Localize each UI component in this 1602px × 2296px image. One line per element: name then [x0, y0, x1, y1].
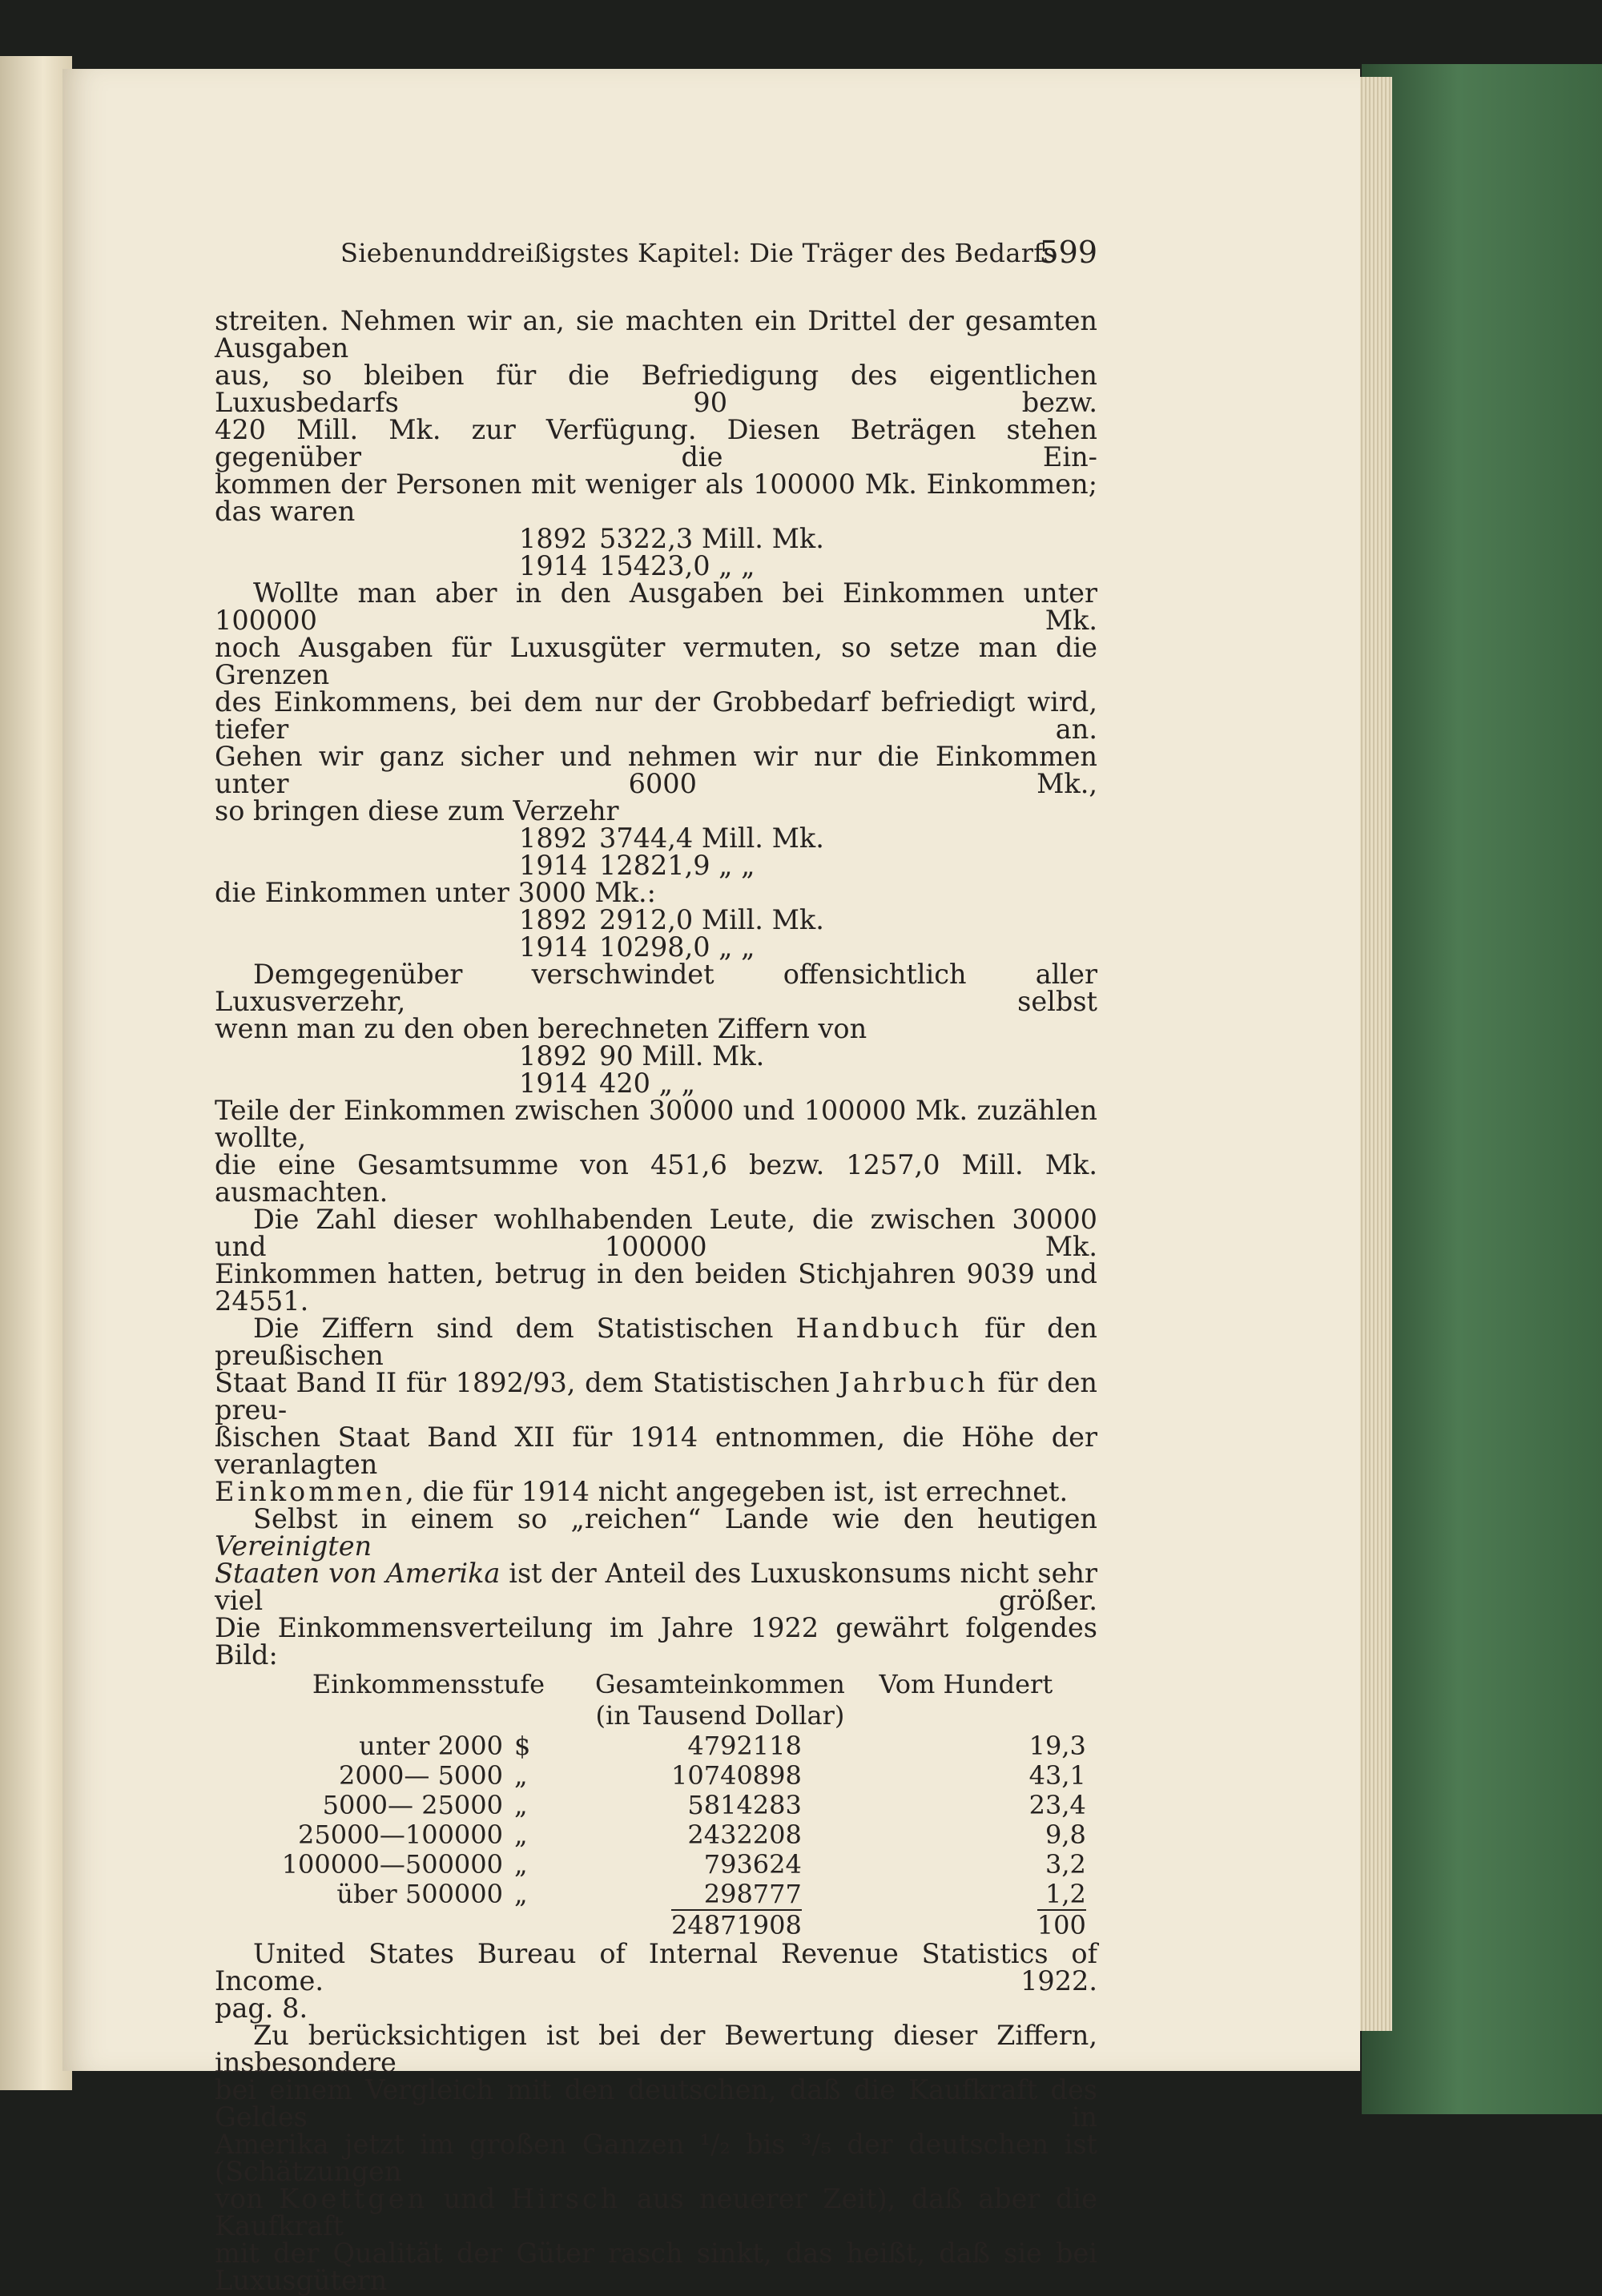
total-income: 5814283	[687, 1790, 802, 1820]
text-line: Die Zahl dieser wohlhabenden Leute, die zwischen 30000 und 100000 Mk.	[215, 1204, 1097, 1262]
text-run: für den preu-	[215, 1367, 1097, 1425]
text-line: 420 Mill. Mk. zur Verfügung. Diesen Beträgen stehen gegenüber die Ein-	[215, 414, 1097, 472]
figure-year: 1892	[519, 904, 588, 935]
total-income: 10740898	[671, 1760, 802, 1791]
currency-unit: „	[514, 1879, 528, 1909]
percent: 3,2	[1045, 1849, 1086, 1880]
text-line: kommen der Personen mit weniger als 100000 Mk. Einkommen; das waren	[215, 468, 1097, 527]
income-range: 2000— 5000	[338, 1760, 503, 1791]
running-header	[340, 235, 1097, 278]
table-header-row	[263, 1669, 1086, 1700]
text-run: Staat Band II für 1892/93, dem Statistischen	[215, 1367, 839, 1398]
total-income-sum: 24871908	[671, 1910, 802, 1940]
table-row	[263, 1731, 1086, 1761]
figure-value: 10298,0 „ „	[599, 931, 755, 963]
figures-block	[519, 822, 1097, 881]
text-run: aus neuerer Zeit), daß aber die Kaufkraft	[215, 2183, 1097, 2242]
figure-value: 3744,4 Mill. Mk.	[599, 822, 824, 854]
total-income: 298777	[703, 1879, 802, 1909]
text-line: Zu berücksichtigen ist bei der Bewertung dieser Ziffern, insbesondere	[215, 2020, 1097, 2078]
income-range: 25000—100000	[298, 1820, 503, 1850]
income-table	[263, 1669, 1086, 1940]
text-line: Teile der Einkommen zwischen 30000 und 100000 Mk. zuzählen wollte,	[215, 1095, 1097, 1153]
col-header-percent: Vom Hundert	[879, 1669, 1053, 1699]
text-line: so bringen diese zum Verzehr	[215, 795, 619, 826]
table-row	[263, 1761, 1086, 1791]
col-header-total-income: Gesamteinkommen	[595, 1669, 845, 1699]
text-run: ist der Anteil des Luxuskonsums nicht sehr viel größer.	[215, 1558, 1097, 1616]
spaced-term: Handbuch	[795, 1313, 963, 1344]
figure-year: 1892	[519, 822, 588, 854]
percent: 1,2	[1045, 1879, 1086, 1909]
income-range: 5000— 25000	[322, 1790, 503, 1820]
percent: 43,1	[1028, 1760, 1086, 1791]
italic-term: Staaten von Amerika	[215, 1558, 501, 1589]
text-line	[215, 1478, 1097, 1506]
text-line	[215, 1503, 1097, 1562]
text-run: für den preußischen	[215, 1313, 1097, 1371]
currency-unit: „	[514, 1849, 528, 1880]
figure-year: 1914	[519, 550, 588, 581]
text-line	[215, 1315, 1097, 1369]
text-line	[215, 1369, 1097, 1424]
text-run: und	[428, 2183, 511, 2214]
total-income: 2432208	[687, 1820, 802, 1850]
figure-year: 1892	[519, 1040, 588, 1072]
currency-unit: „	[514, 1820, 528, 1850]
figure-year: 1892	[519, 523, 588, 554]
figures-block	[519, 904, 1097, 963]
text-line: Einkommen hatten, betrug in den beiden Stichjahren 9039 und 24551.	[215, 1258, 1097, 1317]
figure-value: 12821,9 „ „	[599, 850, 755, 881]
currency-unit: „	[514, 1760, 528, 1791]
text-line: Wollte man aber in den Ausgaben bei Einkommen unter 100000 Mk.	[215, 577, 1097, 636]
table-total-row	[263, 1909, 1086, 1940]
table-row	[263, 1850, 1086, 1880]
figures-block	[519, 1040, 1097, 1099]
table-row	[263, 1880, 1086, 1909]
text-line: Die Einkommensverteilung im Jahre 1922 gewährt folgendes Bild:	[215, 1612, 1097, 1671]
text-run: von	[215, 2183, 280, 2214]
total-percent-sum: 100	[1036, 1910, 1086, 1940]
text-line: bei einem Vergleich mit den deutschen, daß die Kaufkraft des Geldes in	[215, 2074, 1097, 2133]
text-line: ßischen Staat Band XII für 1914 entnommen, die Höhe der veranlagten	[215, 1421, 1097, 1480]
text-line: Gehen wir ganz sicher und nehmen wir nur die Einkommen unter 6000 Mk.,	[215, 741, 1097, 799]
table-row	[263, 1791, 1086, 1820]
spaced-term: Einkommen	[215, 1476, 406, 1507]
text-line: noch Ausgaben für Luxusgüter vermuten, so setze man die Grenzen	[215, 632, 1097, 690]
col-header-income-level: Einkommensstufe	[312, 1669, 545, 1699]
figure-value: 420 „ „	[599, 1068, 695, 1099]
text-run: Die Ziffern sind dem Statistischen	[253, 1313, 796, 1344]
figures-block	[519, 525, 1097, 580]
text-line: mit der Qualität der Güter rasch sinkt, das heißt, daß sie bei Luxusgütern	[215, 2238, 1097, 2296]
italic-term: Vereinigten	[215, 1530, 372, 1562]
text-line: die Einkommen unter 3000 Mk.:	[215, 877, 656, 908]
percent: 19,3	[1028, 1731, 1086, 1761]
text-run: , die für 1914 nicht angegeben ist, ist errechnet.	[405, 1476, 1069, 1507]
running-title: Siebenunddreißigstes Kapitel: Die Träger des Bedarfs	[340, 238, 1057, 268]
total-income: 4792118	[687, 1731, 802, 1761]
percent: 9,8	[1045, 1820, 1086, 1850]
figure-year: 1914	[519, 1068, 588, 1099]
text-line: pag. 8.	[215, 1992, 308, 2024]
income-range: unter 2000	[359, 1731, 503, 1761]
table-row	[263, 1820, 1086, 1850]
income-range: 100000—500000	[281, 1849, 503, 1880]
text-line: die eine Gesamtsumme von 451,6 bezw. 1257,0 Mill. Mk. ausmachten.	[215, 1149, 1097, 1208]
col-header-unit-note: (in Tausend Dollar)	[595, 1700, 845, 1731]
text-line	[215, 1560, 1097, 1614]
text-line: United States Bureau of Internal Revenue Statistics of Income. 1922.	[215, 1938, 1097, 1996]
income-range: über 500000	[336, 1879, 503, 1909]
text-line: des Einkommens, bei dem nur der Grobbedarf befriedigt wird, tiefer an.	[215, 686, 1097, 745]
spaced-term: Koettgen	[279, 2183, 429, 2214]
figure-year: 1914	[519, 931, 588, 963]
text-line: aus, so bleiben für die Befriedigung des eigentlichen Luxusbedarfs 90 bezw.	[215, 360, 1097, 418]
page-number: 599	[1039, 235, 1097, 270]
body-text	[215, 305, 1097, 2296]
currency-unit: „	[514, 1790, 528, 1820]
text-line	[215, 2185, 1097, 2240]
text-line: Amerika jetzt im großen Ganzen ¹/₂ bis ³/₅ der deutschen ist (Schätzungen	[215, 2129, 1097, 2187]
spaced-term: Jahrbuch	[839, 1367, 988, 1398]
table-header-row	[263, 1700, 1086, 1731]
book-cover	[1362, 64, 1602, 2114]
figure-value: 90 Mill. Mk.	[599, 1040, 765, 1072]
figure-year: 1914	[519, 850, 588, 881]
text-run: Selbst in einem so „reichen“ Lande wie den heutigen	[253, 1503, 1097, 1534]
text-line: Demgegenüber verschwindet offensichtlich aller Luxusverzehr, selbst	[215, 959, 1097, 1017]
figure-value: 2912,0 Mill. Mk.	[599, 904, 824, 935]
percent: 23,4	[1028, 1790, 1086, 1820]
text-line: streiten. Nehmen wir an, sie machten ein Drittel der gesamten Ausgaben	[215, 305, 1097, 364]
total-income: 793624	[703, 1849, 802, 1880]
currency-unit: $	[514, 1731, 531, 1761]
left-page-edge	[0, 56, 72, 2090]
figure-value: 5322,3 Mill. Mk.	[599, 523, 824, 554]
figure-value: 15423,0 „ „	[599, 550, 755, 581]
spaced-term: Hirsch	[510, 2183, 622, 2214]
text-line: wenn man zu den oben berechneten Ziffern von	[215, 1013, 867, 1044]
